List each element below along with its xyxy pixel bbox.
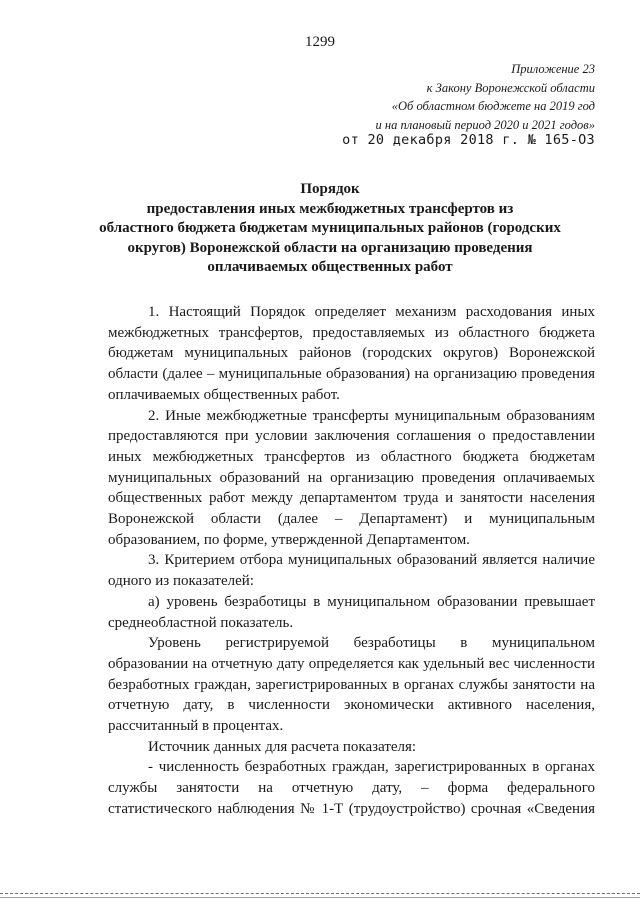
text-line: Воронежской области (далее – Департамент) и муниципальным [108,511,595,528]
appendix-line: к Закону Воронежской области [426,80,595,95]
text-line: общественных работ между департаментом труда и занятости населения [108,490,595,507]
text-line: одного из показателей: [108,573,254,590]
text-line: безработных граждан, зарегистрированных в органах службы занятости на [108,676,595,693]
page-number: 1299 [305,34,335,50]
title-line: областного бюджета бюджетам муниципальных районов (городских [99,220,561,236]
text-line: предоставляются при условии заключения соглашения о предоставлении [108,428,595,445]
text-line: бюджетам муниципальных районов (городских округов) Воронежской [108,345,595,362]
paragraph-data-source [108,737,595,758]
text-line: 1. Настоящий Порядок определяет механизм расходования иных [148,304,595,320]
paragraph-source-item [108,757,595,819]
law-reference: от 20 декабря 2018 г. № 165-ОЗ [342,132,595,148]
document-body [108,302,595,820]
title-line: Порядок [300,181,360,197]
title-line: округов) Воронежской области на организацию проведения [127,239,533,256]
text-line: иных межбюджетных трансфертов из областного бюджета бюджетам [108,448,595,465]
text-line: области (далее – муниципальные образования) на организацию проведения [108,366,595,383]
paragraph-unemployment-level [108,633,595,737]
text-line: Источник данных для расчета показателя: [148,738,417,755]
paragraph-3 [108,550,595,591]
text-line: - численность безработных граждан, зарегистрированных в органах [148,759,595,776]
page-bottom-border [0,893,640,894]
title-line: оплачиваемых общественных работ [207,259,453,275]
appendix-line: «Об областном бюджете на 2019 год [391,99,595,113]
text-line: образованием, по форме, утвержденной Департаментом. [108,531,470,548]
text-line: среднеобластной показатель. [108,614,294,631]
appendix-line: Приложение 23 [511,62,595,76]
appendix-header [376,60,595,134]
text-line: оплачиваемых общественных работ. [108,386,340,403]
text-line: муниципальных образований на организацию проведения оплачиваемых [108,469,595,486]
title-line: предоставления иных межбюджетных трансфертов из [146,200,514,217]
text-line: 3. Критерием отбора муниципальных образований является наличие [148,552,595,569]
text-line: 2. Иные межбюджетные трансферты муниципальным образованиям [148,407,595,424]
page-bottom-border [0,897,640,898]
paragraph-2 [108,406,595,551]
document-title [95,180,565,278]
text-line: отчетную дату, в численности экономически активного населения, [108,697,595,714]
appendix-line: и на плановый период 2020 и 2021 годов» [375,117,595,132]
text-line: Уровень регистрируемой безработицы в муниципальном [148,635,595,652]
text-line: образовании на отчетную дату определяется как удельный вес численности [108,655,595,672]
text-line: рассчитанный в процентах. [108,718,284,735]
paragraph-criterion-a [108,592,595,633]
paragraph-1 [108,302,595,406]
text-line: статистического наблюдения № 1-Т (трудоустройство) срочная «Сведения [108,800,595,817]
text-line: а) уровень безработицы в муниципальном образовании превышает [148,593,595,610]
text-line: межбюджетных трансфертов, предоставляемых из областного бюджета [108,324,595,341]
text-line: службы занятости на отчетную дату, – форма федерального [108,780,595,797]
